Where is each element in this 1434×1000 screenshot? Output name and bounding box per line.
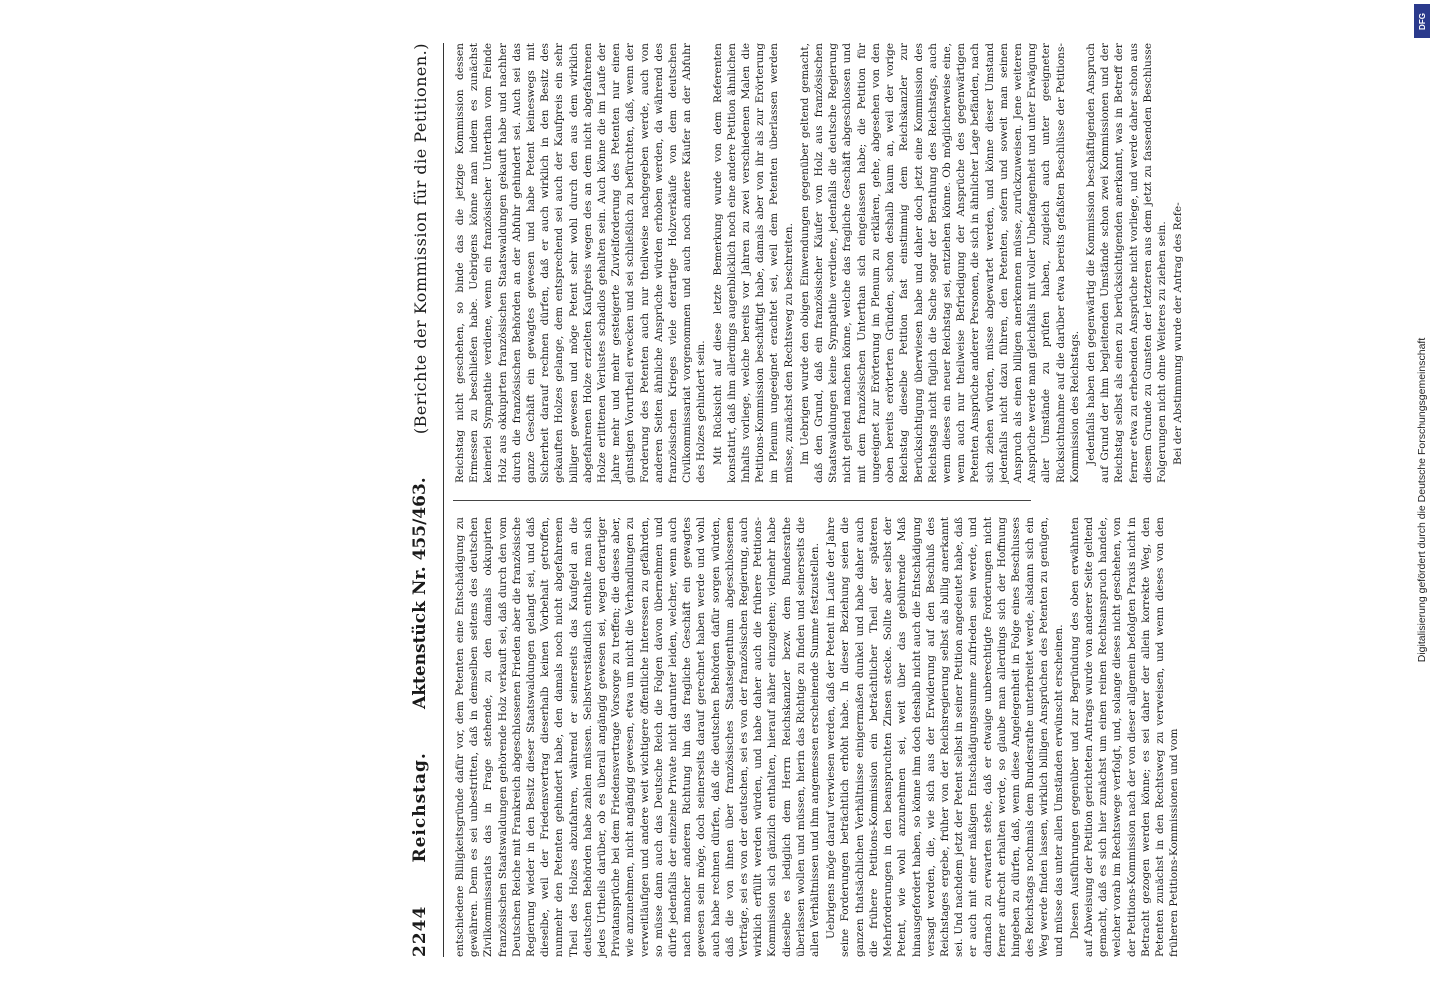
page-number: 2244 (410, 905, 430, 957)
dfg-logo (1414, 4, 1430, 38)
paragraph: Mit Rücksicht auf diese letzte Bemerkung wurde von dem Referenten konstatirt, daß ihm allerdings augenblicklich noch eine andere Petition ähnlichen Inhalts vorliege, welche bereits vor Jahren zu zwei verschiedenen Malen die Petitions-Kommission beschäftigt habe, damals aber von ihr als zur Erörterung im Plenum ungeeignet erachtet sei, weil dem Petenten überlassen werden müsse, zunächst den Rechtsweg zu beschreiten. (711, 43, 795, 483)
paragraph: Jedenfalls haben den gegenwärtig die Kommission beschäftigenden Anspruch auf Grund der ihm begleitenden Umstände schon zwei Kommissionen und der Reichstag selbst als einen zu berücksichtigenden anerkannt, was in Betreff der ferner etwa zu erhebenden Ansprüche nicht vorliege, und werde daher schon aus diesem Grunde zu Gunsten der letzteren aus dem jetzt zu fassenden Beschlusse Folgerungen nicht ohne Weiteres zu ziehen sein. (1084, 43, 1168, 483)
running-title: Reichstag. (410, 752, 430, 863)
paragraph: Im Uebrigen wurde den obigen Einwendungen gegenüber geltend gemacht, daß den Grund, daß ein französischer Käufer von Holz aus französischen Staatswaldungen keine Sympathie verdiene, jedenfalls die deutsche Regierung nicht geltend machen könne, welche das fragliche Geschäft abgeschlossen und mit dem französischen Unterthan sich eingelassen habe; die Petition für ungeeignet zur Erörterung im Plenum zu erklären, gehe, abgesehen von den oben bereits erörterten Gründen, schon deshalb kaum an, weil der vorige Reichstag dieselbe Petition fast einstimmig dem Reichskanzler zur Berücksichtigung überwiesen habe und daher doch jetzt eine Kommission des Reichstags nicht füglich die Sache sogar der Berathung des Reichstags, auch wenn dieses ein neuer Reichstag sei, entziehen könne. Ob möglicherweise eine, wenn auch nur theilweise Befriedigung der Ansprüche des gegenwärtigen Petenten Ansprüche anderer Personen, die sich in ähnlicher Lage befänden, nach sich ziehen würden, müsse abgewartet werden, und könne dieser Umstand jedenfalls nicht dazu führen, den Petenten, sofern und soweit man seinen Anspruch als einen billigen anerkennen müsse, zurückzuweisen. Jene weiteren Ansprüche werde man gleichfalls mit voller Unbefangenheit und unter Erwägung aller Umstände zu prüfen haben, zugleich auch unter geeigneter Rücksichtnahme auf die darüber etwa bereits gefaßten Beschlüsse der Petitions-Kommission des Reichstags. (798, 43, 1081, 483)
paragraph: Reichstag nicht geschehen, so binde das die jetzige Kommission dessen Ermessen zu beschließen habe. Uebrigens könne man indem es zunächst keinerlei Sympathie verdiene, wenn ein französischer Unterthan vom Feinde Holz aus okkupirten französischen Staatswaldungen gekauft habe und nachher durch die französischen Behörden an der Abfuhr gehindert sei. Auch sei das ganze Geschäft ein gewagtes gewesen und habe Petent keineswegs mit Sicherheit darauf rechnen dürfen, daß er auch wirklich in den Besitz des gekauften Holzes gelange, dem entsprechend sei auch der Kaufpreis ein sehr billiger gewesen und möge Petent sehr wohl durch den aus dem wirklich abgefahrenen Holze erzielten Kaufpreis wegen des an dem nicht abgefahrenen Holze erlittenen Verlustes schadlos gehalten sein. Auch könne die im Laufe der Jahre mehr und mehr gesteigerte Zuvielforderung des Petenten nur einen günstigen Vorurtheil erwecken und sei schließlich zu befürchten, daß, wenn der Forderung des Petenten auch nur theilweise nachgegeben werde, auch von anderen Seiten ähnliche Ansprüche würden erhoben werden, da während des französischen Krieges viele derartige Holzverkäufe von dem deutschen Civilkommissariat vorgenommen und auch noch andere Käufer an der Abfuhr des Holzes gehindert sein. (454, 43, 708, 483)
left-column (453, 517, 1181, 957)
page-header (397, 43, 443, 957)
document-number: Aktenstück Nr. 455/463. (410, 477, 430, 709)
digitization-note (1412, 4, 1432, 996)
column-divider (453, 500, 1031, 501)
right-column (453, 43, 1185, 483)
paragraph: entschiedene Billigkeitsgründe dafür vor, dem Petenten eine Entschädigung zu gewähren. Denn es sei unbestritten, daß in demselben seitens des deutschen Zivilkommissariats das in Frage stehende, zu den damals okkupirten französischen Staatswaldungen gehörende Holz verkauft sei, daß durch den vom Deutschen Reiche mit Frankreich abgeschlossenen Frieden aber die französische Regierung wieder in den Besitz dieser Staatswaldungen gelangt sei, und daß dieselbe, weil der Friedensvertrag dieserhalb keinen Vorbehalt getroffen, nunmehr den Petenten gehindert habe, den damals noch nicht abgefahrenen Theil des Holzes abzufahren, während er seinerseits das Kaufgeld an die deutschen Behörden habe zahlen müssen. Selbstverständlich enthalte man sich jedes Urtheils darüber, ob es überall angängig gewesen sei, wegen derartiger Privatansprüche bei dem Friedensvertrage Vorsorge zu treffen; die dieses aber, wie anzunehmen, nicht angängig gewesen, etwa um nicht die Verhandlungen zu verweitläufigen und andere weit wichtigere öffentliche Interessen zu gefährden, so müsse dann auch das Deutsche Reich die Folgen davon übernehmen und dürfe jedenfalls der einzelne Private nicht darunter leiden, welcher, wenn auch nach mancher anderen Richtung hin das fragliche Geschäft ein gewagtes gewesen sein möge, doch seinerseits darauf gerechnet haben werde und wohl auch habe rechnen dürfen, daß die deutschen Behörden dafür sorgen würden, daß die von ihnen über französisches Staatseigenthum abgeschlossenen Verträge, sei es von der deutschen, sei es von der französischen Regierung, auch wirklich erfüllt werden würden, und habe daher auch die frühere Petitions-Kommission sich gänzlich enthalten, hierauf näher einzugehen; vielmehr habe dieselbe es lediglich dem Herrn Reichskanzler bezw. dem Bundesrathe überlassen wollen und müssen, hierin das Richtige zu finden und seinerseits die allen Verhältnissen und ihm angemessen erscheinende Summe festzustellen. (454, 517, 822, 957)
header-rule (443, 43, 444, 957)
digitization-text: Digitalisierung gefördert durch die Deutsche Forschungsgemeinschaft (1416, 337, 1428, 663)
page-content (397, 35, 1185, 965)
paragraph: Diesen Ausführungen gegenüber und zur Begründung des oben erwähnten auf Abweisung der Petition gerichteten Antrags wurde von anderer Seite geltend gemacht, daß es sich hier zunächst um einen reinen Rechtsanspruch handele, welcher vorab im Rechtswege verfolgt, und, solange dieses nicht geschehen, von der Petitions-Kommission nach der von dieser allgemein befolgten Praxis nicht in Betracht gezogen werden könne; es sei daher der allein korrekte Weg, den Petenten zunächst in den Rechtsweg zu verweisen, und wenn dieses von den früheren Petitions-Kommissionen und vom (1068, 517, 1181, 957)
paragraph: Uebrigens möge darauf verwiesen werden, daß der Petent im Laufe der Jahre seine Forderungen beträchtlich erhöht habe. In dieser Beziehung seien die ganzen thatsächlichen Verhältnisse einigermaßen dunkel und habe daher auch die frühere Petitions-Kommission ein beträchtlicher Theil der späteren Mehrforderungen in den beanspruchten Zinsen stecke. Sollte aber selbst der Petent, wie wohl anzunehmen sei, weit über das gebührende Maß hinausgefordert haben, so könne ihm doch deshalb nicht auch die Entschädigung versagt werden, die, wie sich aus der Erwiderung auf den Beschluß des Reichstages ergebe, früher von der Reichsregierung selbst als billig anerkannt sei. Und nachdem jetzt der Petent selbst in seiner Petition angedeutet habe, daß er auch mit einer mäßigen Entschädigungssumme zufrieden sein werde, und darnach zu erwarten stehe, daß er etwaige unberechtigte Forderungen nicht ferner aufrecht erhalten werde, so glaube man allerdings sich der Hoffnung hingeben zu dürfen, daß, wenn diese Angelegenheit in Folge eines Beschlusses des Reichstags nochmals dem Bundesrathe unterbreitet werde, alsdann sich ein Weg werde finden lassen, wirklich billigen Ansprüchen des Petenten zu genügen, und müsse das unter allen Umständen erwünscht erscheinen. (825, 517, 1065, 957)
rotated-page (397, 35, 1185, 965)
section-title: (Berichte der Kommission für die Petitionen.) (410, 43, 430, 435)
dfg-logo-text: DFG (1417, 12, 1427, 30)
paragraph: Bei der Abstimmung wurde der Antrag des Refe- (1172, 202, 1185, 465)
